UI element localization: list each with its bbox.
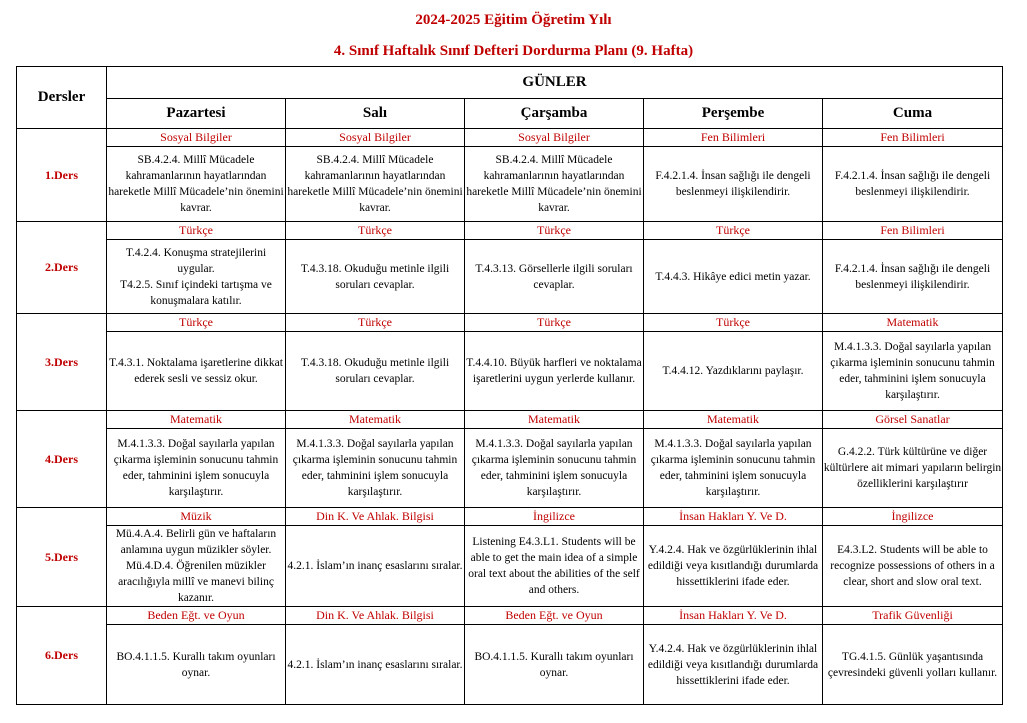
lesson-label: 6.Ders: [17, 607, 107, 705]
subject-cell-thursday: Fen Bilimleri: [644, 129, 823, 147]
subject-cell-friday: Görsel Sanatlar: [823, 411, 1003, 429]
day-header-tuesday: Salı: [286, 99, 465, 129]
objective-cell-friday: F.4.2.1.4. İnsan sağlığı ile dengeli beslenmeyi ilişkilendirir.: [823, 240, 1003, 314]
objective-cell-friday: M.4.1.3.3. Doğal sayılarla yapılan çıkarma işleminin sonucunu tahmin eder, tahminini işlem sonucuyla karşılaştırır.: [823, 332, 1003, 411]
objective-cell-wednesday: BO.4.1.1.5. Kurallı takım oyunları oynar.: [465, 625, 644, 705]
objective-cell-wednesday: T.4.4.10. Büyük harfleri ve noktalama işaretlerini uygun yerlerde kullanır.: [465, 332, 644, 411]
lesson-label: 3.Ders: [17, 314, 107, 411]
subject-cell-tuesday: Sosyal Bilgiler: [286, 129, 465, 147]
subject-cell-thursday: İnsan Hakları Y. Ve D.: [644, 607, 823, 625]
objective-cell-friday: TG.4.1.5. Günlük yaşantısında çevresindeki güvenli yolları kullanır.: [823, 625, 1003, 705]
subject-cell-friday: Matematik: [823, 314, 1003, 332]
subject-cell-monday: Müzik: [107, 508, 286, 526]
subject-cell-monday: Türkçe: [107, 222, 286, 240]
objective-cell-tuesday: M.4.1.3.3. Doğal sayılarla yapılan çıkarma işleminin sonucunu tahmin eder, tahminini işlem sonucuyla karşılaştırır.: [286, 429, 465, 508]
day-header-wednesday: Çarşamba: [465, 99, 644, 129]
subject-cell-thursday: Türkçe: [644, 222, 823, 240]
objective-row: [17, 429, 1003, 508]
objective-cell-wednesday: Listening E4.3.L1. Students will be able to get the main idea of a simple oral text about the abilities of the self and others.: [465, 526, 644, 607]
subject-cell-thursday: İnsan Hakları Y. Ve D.: [644, 508, 823, 526]
objective-cell-friday: F.4.2.1.4. İnsan sağlığı ile dengeli beslenmeyi ilişkilendirir.: [823, 147, 1003, 222]
subject-cell-tuesday: Matematik: [286, 411, 465, 429]
objective-cell-tuesday: SB.4.2.4. Millî Mücadele kahramanlarının hayatlarından hareketle Millî Mücadele’nin önemini kavrar.: [286, 147, 465, 222]
lesson-label: 1.Ders: [17, 129, 107, 222]
dersler-header: Dersler: [17, 67, 107, 129]
subject-row: [17, 607, 1003, 625]
subject-cell-friday: Fen Bilimleri: [823, 222, 1003, 240]
objective-cell-friday: E4.3.L2. Students will be able to recognize possessions of others in a clear, short and slow oral text.: [823, 526, 1003, 607]
subject-cell-monday: Beden Eğt. ve Oyun: [107, 607, 286, 625]
objective-cell-tuesday: T.4.3.18. Okuduğu metinle ilgili soruları cevaplar.: [286, 332, 465, 411]
objective-cell-wednesday: SB.4.2.4. Millî Mücadele kahramanlarının hayatlarından hareketle Millî Mücadele’nin önemini kavrar.: [465, 147, 644, 222]
document-title-plan: 4. Sınıf Haftalık Sınıf Defteri Dordurma Planı (9. Hafta): [333, 43, 694, 59]
day-header-monday: Pazartesi: [107, 99, 286, 129]
subject-cell-friday: İngilizce: [823, 508, 1003, 526]
lesson-label: 5.Ders: [17, 508, 107, 607]
subject-cell-tuesday: Türkçe: [286, 222, 465, 240]
objective-row: [17, 240, 1003, 314]
objective-row: [17, 625, 1003, 705]
lesson-label: 4.Ders: [17, 411, 107, 508]
day-header-thursday: Perşembe: [644, 99, 823, 129]
lesson-label: 2.Ders: [17, 222, 107, 314]
subject-row: [17, 314, 1003, 332]
objective-cell-monday: T.4.2.4. Konuşma stratejilerini uygular. T4.2.5. Sınıf içindeki tartışma ve konuşmalara katılır.: [107, 240, 286, 314]
objective-cell-monday: Mü.4.A.4. Belirli gün ve haftaların anlamına uygun müzikler söyler. Mü.4.D.4. Öğrenilen müzikler aracılığıyla millî ve manevi bilinç kazanır.: [107, 526, 286, 607]
objective-row: [17, 147, 1003, 222]
subject-cell-wednesday: Türkçe: [465, 222, 644, 240]
objective-cell-tuesday: 4.2.1. İslam’ın inanç esaslarını sıralar.: [286, 526, 465, 607]
objective-cell-thursday: M.4.1.3.3. Doğal sayılarla yapılan çıkarma işleminin sonucunu tahmin eder, tahminini işlem sonucuyla karşılaştırır.: [644, 429, 823, 508]
subject-cell-thursday: Matematik: [644, 411, 823, 429]
objective-row: [17, 526, 1003, 607]
subject-cell-wednesday: Matematik: [465, 411, 644, 429]
objective-row: [17, 332, 1003, 411]
subject-cell-friday: Fen Bilimleri: [823, 129, 1003, 147]
subject-cell-thursday: Türkçe: [644, 314, 823, 332]
weekly-plan-table: [16, 66, 1003, 705]
objective-cell-thursday: F.4.2.1.4. İnsan sağlığı ile dengeli beslenmeyi ilişkilendirir.: [644, 147, 823, 222]
objective-cell-monday: SB.4.2.4. Millî Mücadele kahramanlarının hayatlarından hareketle Millî Mücadele’nin önemini kavrar.: [107, 147, 286, 222]
document-title-year: 2024-2025 Eğitim Öğretim Yılı: [415, 12, 612, 28]
gunler-header: GÜNLER: [107, 67, 1003, 99]
objective-cell-thursday: T.4.4.12. Yazdıklarını paylaşır.: [644, 332, 823, 411]
subject-row: [17, 222, 1003, 240]
subject-cell-wednesday: Türkçe: [465, 314, 644, 332]
objective-cell-wednesday: T.4.3.13. Görsellerle ilgili soruları cevaplar.: [465, 240, 644, 314]
objective-cell-thursday: Y.4.2.4. Hak ve özgürlüklerinin ihlal edildiği veya kısıtlandığı durumlarda hissettiklerini ifade eder.: [644, 526, 823, 607]
subject-row: [17, 508, 1003, 526]
objective-cell-thursday: T.4.4.3. Hikâye edici metin yazar.: [644, 240, 823, 314]
subject-cell-wednesday: İngilizce: [465, 508, 644, 526]
subject-cell-friday: Trafik Güvenliği: [823, 607, 1003, 625]
objective-cell-friday: G.4.2.2. Türk kültürüne ve diğer kültürlere ait mimari yapıların belirgin özelliklerini karşılaştırır: [823, 429, 1003, 508]
subject-cell-monday: Türkçe: [107, 314, 286, 332]
objective-cell-monday: T.4.3.1. Noktalama işaretlerine dikkat ederek sesli ve sessiz okur.: [107, 332, 286, 411]
plan-body: [17, 129, 1003, 705]
subject-cell-wednesday: Beden Eğt. ve Oyun: [465, 607, 644, 625]
subject-cell-tuesday: Türkçe: [286, 314, 465, 332]
objective-cell-monday: BO.4.1.1.5. Kurallı takım oyunları oynar.: [107, 625, 286, 705]
subject-cell-tuesday: Din K. Ve Ahlak. Bilgisi: [286, 508, 465, 526]
subject-cell-monday: Matematik: [107, 411, 286, 429]
subject-cell-wednesday: Sosyal Bilgiler: [465, 129, 644, 147]
subject-row: [17, 129, 1003, 147]
objective-cell-tuesday: 4.2.1. İslam’ın inanç esaslarını sıralar.: [286, 625, 465, 705]
objective-cell-wednesday: M.4.1.3.3. Doğal sayılarla yapılan çıkarma işleminin sonucunu tahmin eder, tahminini işlem sonucuyla karşılaştırır.: [465, 429, 644, 508]
subject-row: [17, 411, 1003, 429]
subject-cell-tuesday: Din K. Ve Ahlak. Bilgisi: [286, 607, 465, 625]
objective-cell-monday: M.4.1.3.3. Doğal sayılarla yapılan çıkarma işleminin sonucunu tahmin eder, tahminini işlem sonucuyla karşılaştırır.: [107, 429, 286, 508]
objective-cell-thursday: Y.4.2.4. Hak ve özgürlüklerinin ihlal edildiği veya kısıtlandığı durumlarda hissettiklerini ifade eder.: [644, 625, 823, 705]
subject-cell-monday: Sosyal Bilgiler: [107, 129, 286, 147]
objective-cell-tuesday: T.4.3.18. Okuduğu metinle ilgili soruları cevaplar.: [286, 240, 465, 314]
day-header-friday: Cuma: [823, 99, 1003, 129]
